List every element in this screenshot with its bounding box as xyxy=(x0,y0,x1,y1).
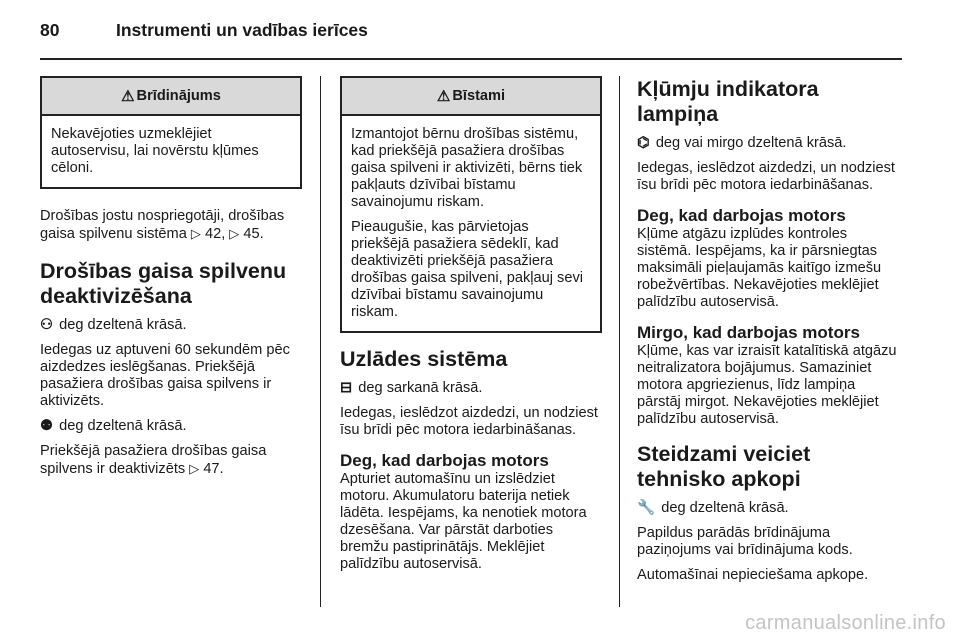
airbag-off-text: Priekšējā pasažiera drošības gaisa spilvens ir deaktivizēts xyxy=(40,443,267,477)
section-heading-charging-system: Uzlādes sistēma xyxy=(340,347,508,371)
engine-lamp-description: Iedegas, ieslēdzot aizdedzi, un nodziest īsu brīdi pēc motora iedarbināšanas. xyxy=(637,160,895,193)
airbag-off-paragraph xyxy=(40,418,302,435)
warning-box xyxy=(40,76,302,189)
flashing-engine-running-description: Kļūme, kas var izraisīt katalītiskā atgāzu neitralizatora bojājumus. Samaziniet motora apgriezienus, līdz lampiņa pārstāj mirgot. Nekavējoties meklējiet palīdzību autoservisā. xyxy=(637,343,897,427)
wrench-car-icon: 🔧 xyxy=(637,500,656,516)
intro-ref-2: 45. xyxy=(243,226,264,242)
section-heading-airbag-deactivation: Drošības gaisa spilvenu deaktivizēšana xyxy=(40,259,287,308)
section-heading-service: Steidzami veiciet tehnisko apkopi xyxy=(637,442,811,491)
lit-engine-running-description: Kļūme atgāzu izplūdes kontroles sistēmā. Iespējams, ka ir pārsniegtas maksimāli pieļaujamās kaitīgo izmešu robežvērtības. Nekavējoties meklējiet palīdzību autoservisā. xyxy=(637,226,882,310)
airbag-on-status: deg dzeltenā krāsā. xyxy=(59,317,187,333)
intro-ref-1: 42 xyxy=(204,226,222,242)
engine-running-description: Apturiet automašīnu un izslēdziet motoru. Akumulatoru baterija netiek lādēta. Iespējams, ka nenotiek motora dzesēšana. Var pārstāt darboties bremžu pastiprinātājs. Meklējiet palīdzību autoservisā. xyxy=(340,471,587,572)
warning-box-title: Brīdinājums xyxy=(136,87,221,104)
reference-arrow-icon: ▷ xyxy=(189,461,200,476)
danger-box-body xyxy=(342,116,600,331)
service-lamp-status: deg dzeltenā krāsā. xyxy=(661,500,789,516)
engine-icon: ⌬ xyxy=(637,135,650,151)
engine-lamp-paragraph xyxy=(637,135,903,152)
airbag-on-description: Iedegas uz aptuveni 60 sekundēm pēc aizdedzes ieslēgšanas. Priekšējā pasažiera drošības gaisa spilvens ir aktivizēts. xyxy=(40,342,290,409)
column-divider-2 xyxy=(619,76,620,607)
airbag-on-icon: ⚇ xyxy=(40,317,54,333)
subheading-engine-running: Deg, kad darbojas motors xyxy=(340,451,549,470)
danger-box xyxy=(340,76,602,333)
watermark: carmanualsonline.info xyxy=(745,612,946,634)
airbag-off-status: deg dzeltenā krāsā. xyxy=(59,418,187,434)
airbag-off-icon: ⚉ xyxy=(40,418,54,434)
danger-box-text-1: Izmantojot bērnu drošības sistēmu, kad priekšējā pasažiera drošības gaisa spilveni ir aktivizēti, bērns tiek pakļauts dzīvībai bīstamu savainojumu riskam. xyxy=(351,126,583,210)
battery-icon: ⊟ xyxy=(340,380,353,396)
column-1 xyxy=(40,76,302,486)
warning-triangle-icon: ⚠ xyxy=(121,87,135,105)
battery-status: deg sarkanā krāsā. xyxy=(358,380,483,396)
intro-text: Drošības jostu nospriegotāji, drošības gaisa spilvenu sistēma xyxy=(40,208,285,242)
page-number: 80 xyxy=(40,20,60,40)
warning-box-body xyxy=(42,116,300,187)
battery-status-paragraph xyxy=(340,380,602,397)
airbag-on-paragraph xyxy=(40,317,302,334)
subheading-flashing-engine-running: Mirgo, kad darbojas motors xyxy=(637,323,860,342)
column-2 xyxy=(340,76,602,581)
reference-arrow-icon: ▷ xyxy=(190,226,201,241)
column-3 xyxy=(637,76,903,592)
danger-box-title: Bīstami xyxy=(452,87,506,104)
reference-arrow-icon: ▷ xyxy=(229,226,240,241)
airbag-off-description xyxy=(40,443,302,478)
page-header xyxy=(40,20,368,41)
warning-box-header xyxy=(42,78,300,116)
service-required-text: Automašīnai nepieciešama apkope. xyxy=(637,567,869,583)
page-title: Instrumenti un vadības ierīces xyxy=(116,20,368,40)
warning-box-text: Nekavējoties uzmeklējiet autoservisu, lai novērstu kļūmes cēloni. xyxy=(51,126,259,176)
danger-box-header xyxy=(342,78,600,116)
airbag-off-ref: 47. xyxy=(203,461,224,477)
charging-description: Iedegas, ieslēdzot aizdedzi, un nodziest īsu brīdi pēc motora iedarbināšanas. xyxy=(340,405,598,438)
intro-paragraph: Drošības jostu nospriegotāji, drošības gaisa spilvenu sistēma ▷ 42, ▷ 45. xyxy=(40,208,285,242)
engine-lamp-status: deg vai mirgo dzeltenā krāsā. xyxy=(655,135,847,151)
warning-triangle-icon: ⚠ xyxy=(436,87,451,105)
service-lamp-paragraph xyxy=(637,500,903,517)
header-rule xyxy=(40,58,902,60)
danger-box-text-2: Pieaugušie, kas pārvietojas priekšējā pasažiera sēdeklī, kad deaktivizēti priekšējā pasažiera drošības gaisa spilveni, pakļauj sevi dzīvībai bīstamu savainojumu riskam. xyxy=(351,219,584,320)
subheading-lit-engine-running: Deg, kad darbojas motors xyxy=(637,206,846,225)
section-heading-malfunction-lamp: Kļūmju indikatora lampiņa xyxy=(637,77,819,126)
service-message-description: Papildus parādās brīdinājuma paziņojums vai brīdinājuma kods. xyxy=(637,525,853,558)
column-divider-1 xyxy=(320,76,321,607)
